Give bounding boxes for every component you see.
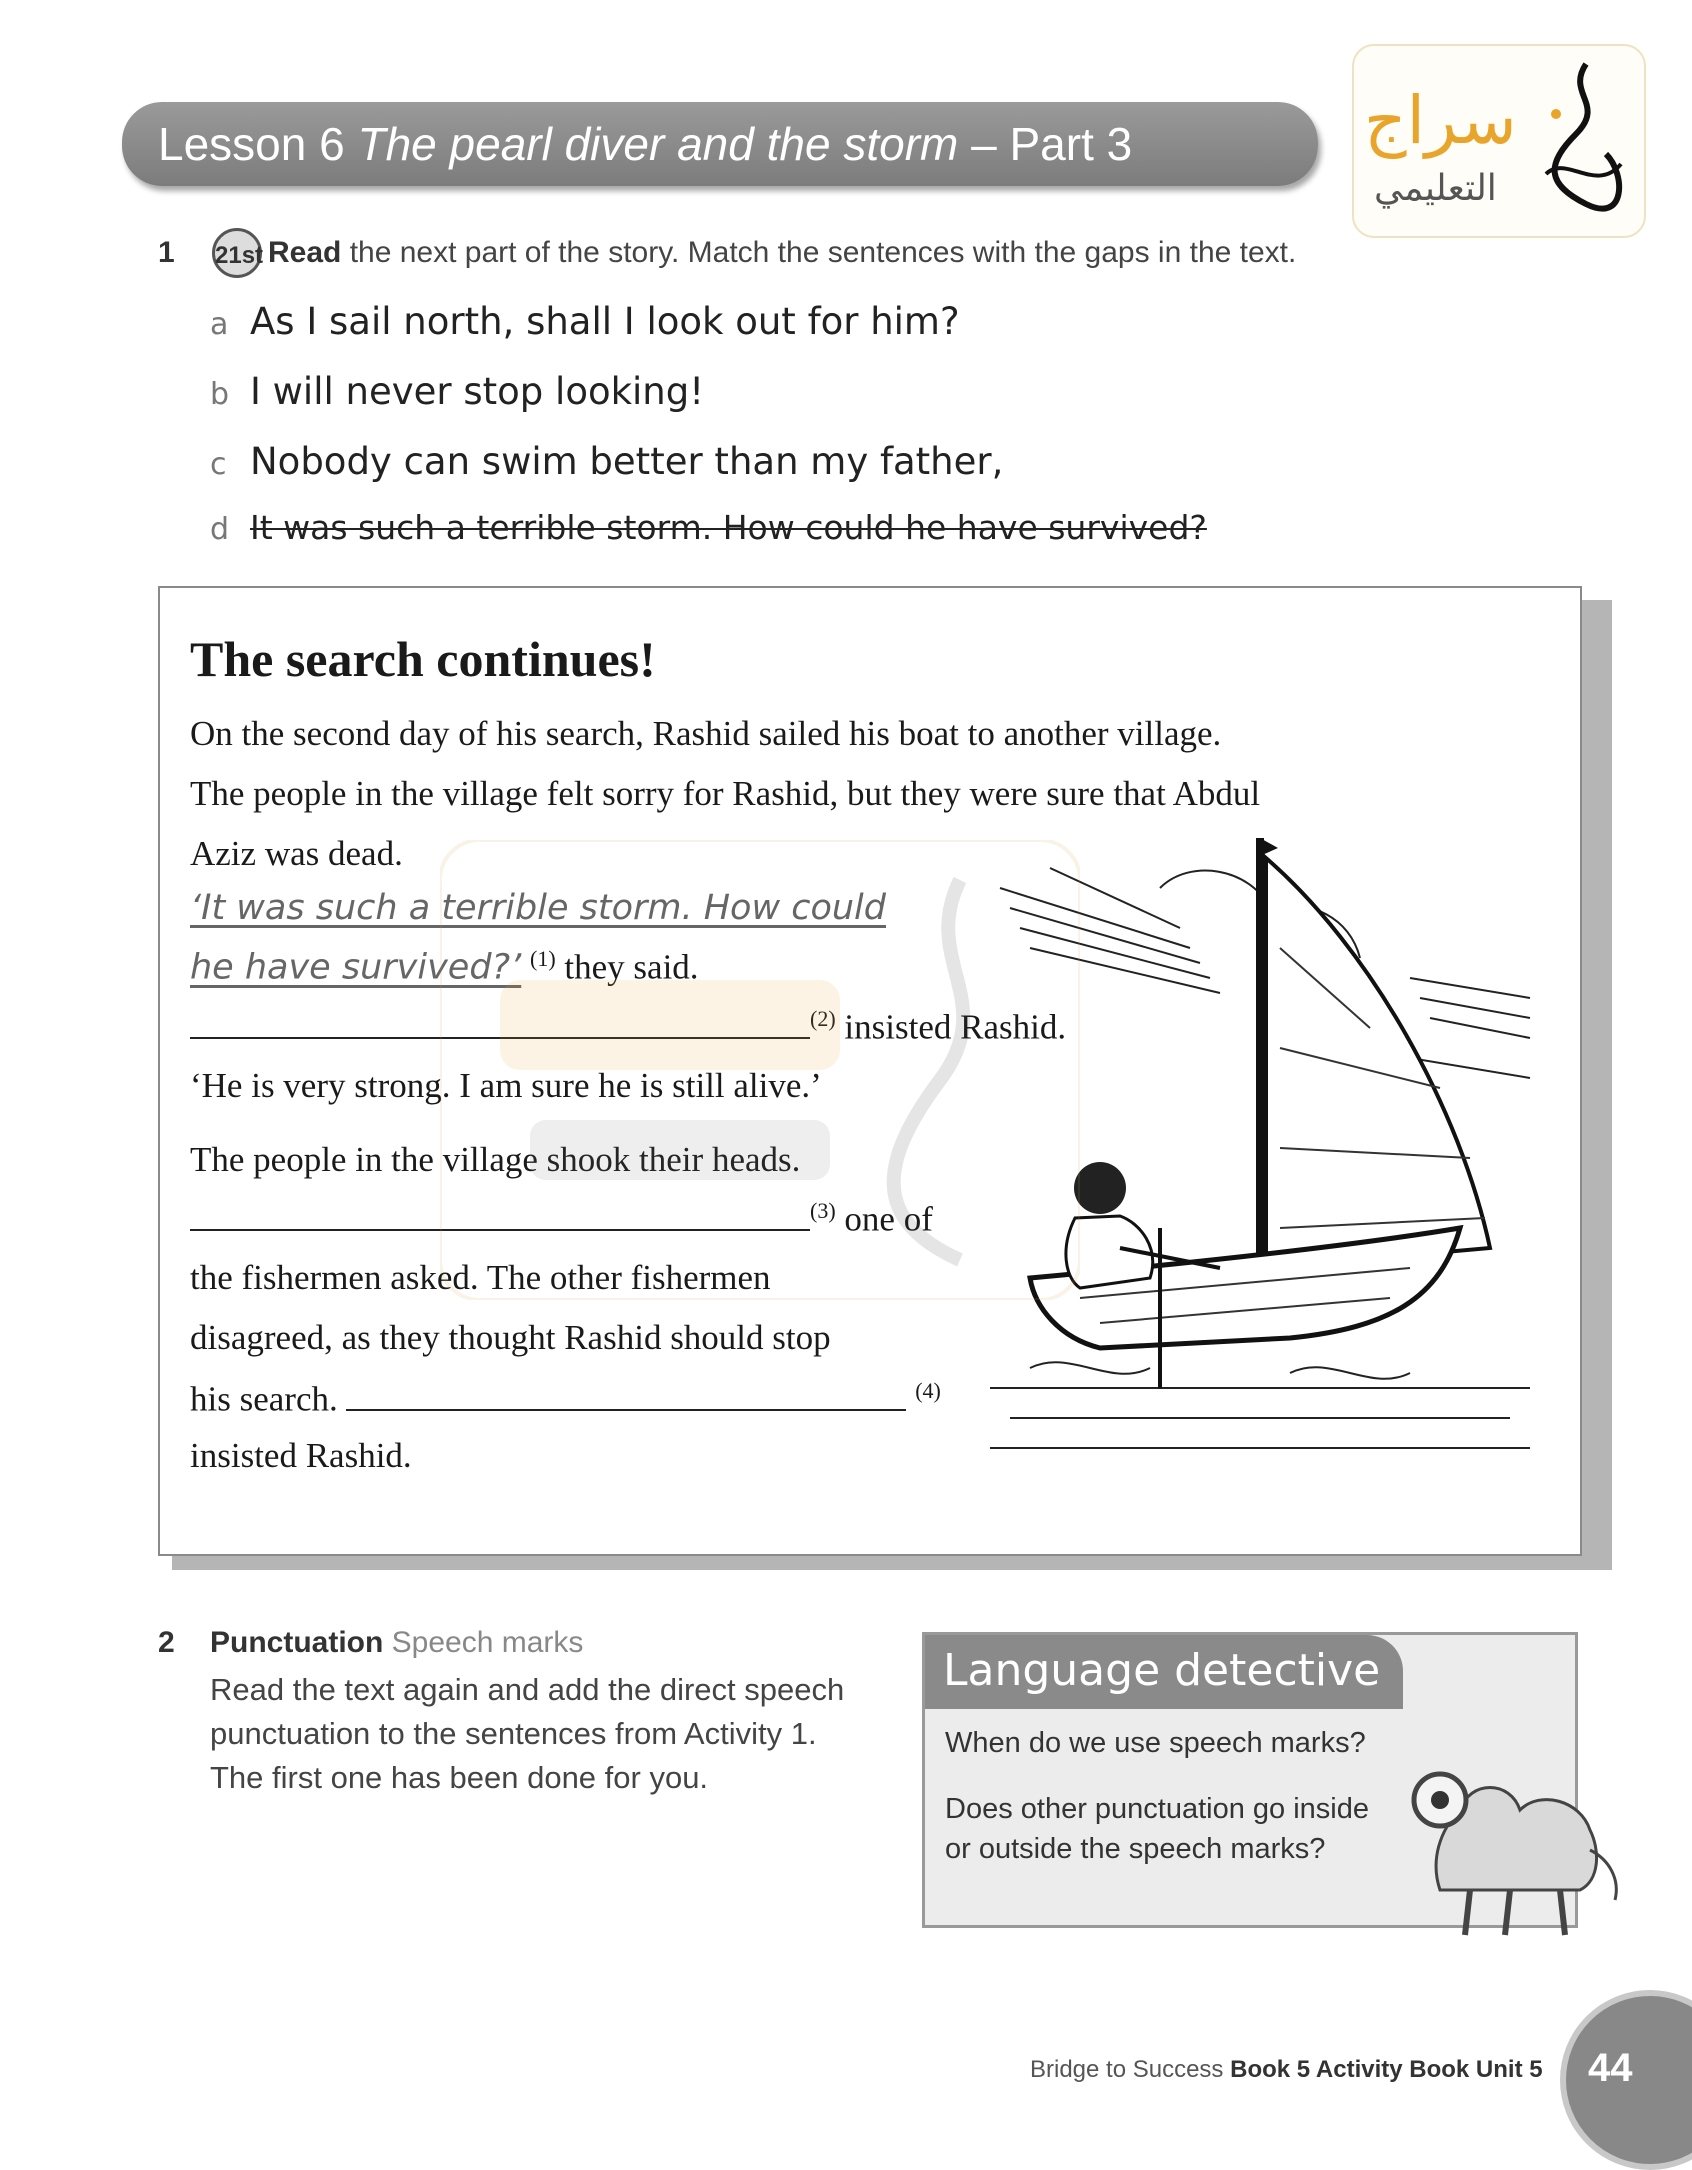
story-box bbox=[158, 586, 1582, 1556]
footer-series-name: Bridge to Success bbox=[1030, 2056, 1231, 2083]
option-c bbox=[210, 440, 1003, 483]
footer-book: Book 5 Activity Book Unit 5 bbox=[1230, 2056, 1543, 2083]
language-detective-title: Language detective bbox=[925, 1635, 1403, 1709]
footer-series bbox=[1030, 2056, 1543, 2084]
21st-century-badge: 21st bbox=[212, 228, 262, 278]
publisher-logo bbox=[1352, 44, 1646, 238]
option-d bbox=[210, 508, 1207, 547]
option-text: Nobody can swim better than my father, bbox=[250, 440, 1004, 483]
story-line bbox=[190, 1006, 1066, 1048]
story-line bbox=[190, 888, 886, 928]
lesson-prefix: Lesson 6 bbox=[158, 118, 358, 170]
answer-blank-4[interactable] bbox=[346, 1408, 906, 1411]
story-line: ‘He is very strong. I am sure he is still alive.’ bbox=[190, 1066, 822, 1105]
answer-blank-2[interactable] bbox=[190, 1036, 810, 1039]
option-b bbox=[210, 370, 704, 413]
story-text: insisted Rashid. bbox=[835, 1007, 1067, 1047]
activity-2-title bbox=[210, 1626, 583, 1660]
activity-1-number: 1 bbox=[158, 236, 175, 269]
logo-arabic-sub: التعليمي bbox=[1374, 168, 1497, 209]
story-line: The people in the village shook their heads. bbox=[190, 1140, 801, 1179]
language-detective-question: Does other punctuation go inside or outside the speech marks? bbox=[945, 1793, 1370, 1865]
activity-2-title-sub: Speech marks bbox=[383, 1626, 584, 1659]
sailboat-illustration bbox=[990, 828, 1550, 1468]
camel-detective-icon bbox=[1400, 1740, 1630, 1940]
gap-marker: (1) bbox=[530, 946, 556, 971]
instruction-rest: the next part of the story. Match the sentences with the gaps in the text. bbox=[341, 236, 1297, 269]
instruction-bold: Read bbox=[268, 236, 342, 269]
calligraphy-icon bbox=[1526, 54, 1636, 224]
option-text: As I sail north, shall I look out for him? bbox=[250, 300, 960, 343]
handwritten-answer: he have survived?’ bbox=[190, 947, 522, 988]
story-line bbox=[190, 1198, 933, 1240]
story-line bbox=[190, 946, 699, 988]
logo-arabic-main: سراج bbox=[1364, 82, 1517, 159]
language-detective-question: When do we use speech marks? bbox=[945, 1727, 1366, 1759]
page-number: 44 bbox=[1588, 2046, 1633, 2090]
story-title: The search continues! bbox=[190, 631, 656, 687]
answer-blank-3[interactable] bbox=[190, 1228, 810, 1231]
activity-2-instructions: Read the text again and add the direct speech punctuation to the sentences from Activity 1. The first one has been done for you. bbox=[210, 1672, 845, 1795]
lesson-title: The pearl diver and the storm bbox=[357, 118, 959, 170]
story-text: one of bbox=[835, 1199, 933, 1239]
activity-2-number: 2 bbox=[158, 1626, 175, 1659]
story-text: they said. bbox=[555, 947, 699, 987]
story-line: On the second day of his search, Rashid sailed his boat to another village. bbox=[190, 714, 1222, 753]
option-text: It was such a terrible storm. How could he have survived? bbox=[250, 508, 1207, 547]
lesson-suffix: – Part 3 bbox=[958, 118, 1133, 170]
gap-marker: (2) bbox=[810, 1006, 836, 1031]
option-text: I will never stop looking! bbox=[250, 370, 705, 413]
activity-2-title-bold: Punctuation bbox=[210, 1626, 384, 1659]
option-a bbox=[210, 300, 960, 343]
story-line: the fishermen asked. The other fishermen bbox=[190, 1258, 771, 1297]
story-line: insisted Rashid. bbox=[190, 1436, 412, 1475]
story-text: his search. bbox=[190, 1379, 347, 1419]
story-line: The people in the village felt sorry for Rashid, but they were sure that Abdul bbox=[190, 774, 1261, 813]
story-line: disagreed, as they thought Rashid should stop bbox=[190, 1318, 831, 1357]
option-letter: b bbox=[210, 377, 230, 412]
lesson-banner bbox=[122, 102, 1318, 186]
gap-marker: (4) bbox=[915, 1378, 941, 1403]
handwritten-answer: ‘It was such a terrible storm. How could bbox=[190, 888, 887, 928]
gap-marker: (3) bbox=[810, 1198, 836, 1223]
story-line: Aziz was dead. bbox=[190, 834, 403, 873]
option-letter: c bbox=[210, 447, 227, 482]
story-line bbox=[190, 1378, 941, 1420]
option-letter: a bbox=[210, 307, 229, 342]
activity-1-instruction bbox=[268, 236, 1296, 270]
option-letter: d bbox=[210, 512, 230, 547]
